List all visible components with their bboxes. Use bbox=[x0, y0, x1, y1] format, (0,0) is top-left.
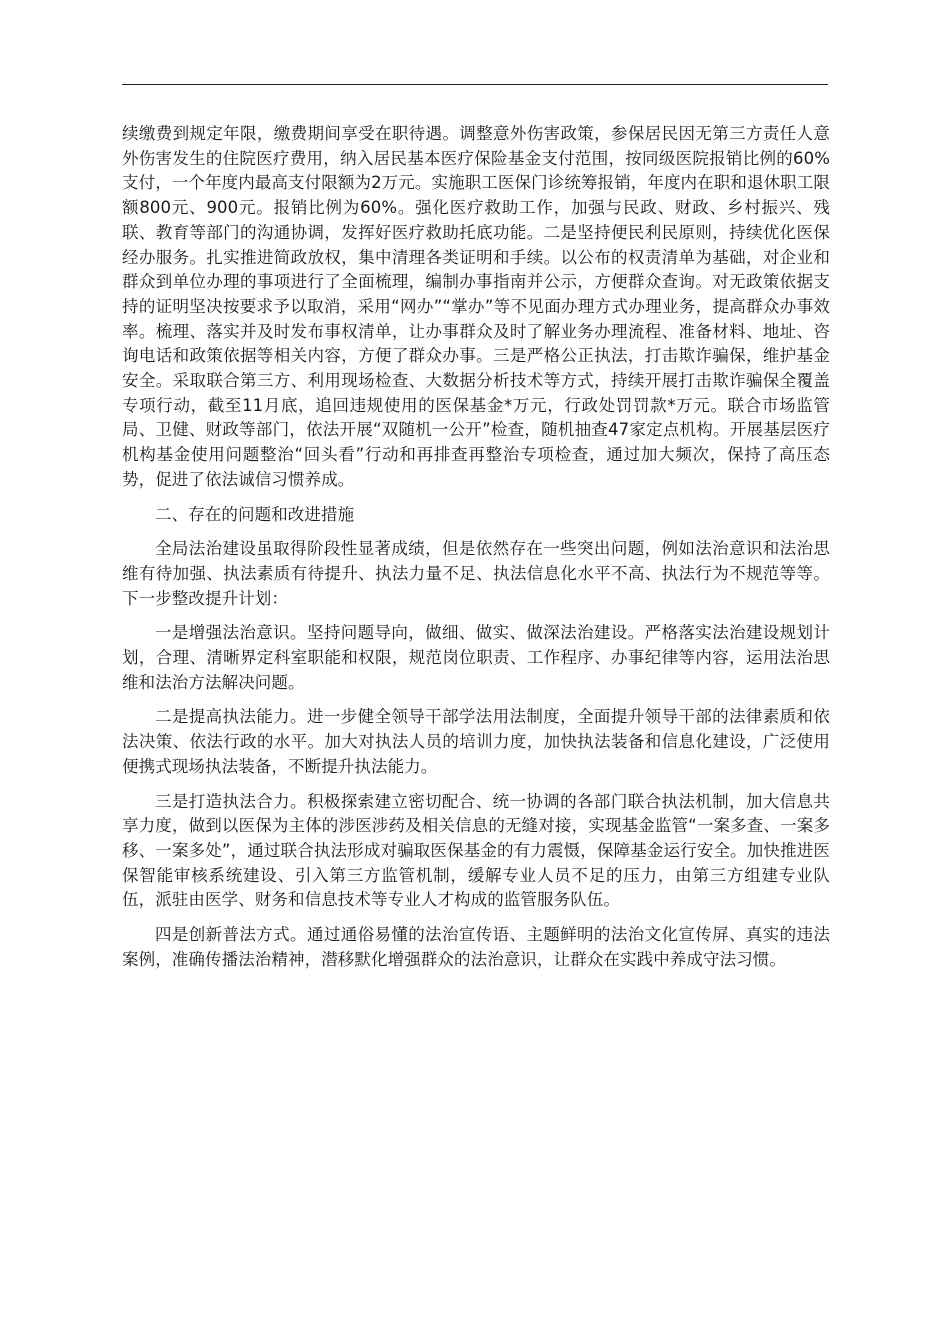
paragraph-measure-2: 二是提高执法能力。进一步健全领导干部学法用法制度，全面提升领导干部的法律素质和依法决策、依法行政的水平。加大对执法人员的培训力度，加快执法装备和信息化建设，广泛使用便携式现场执法装备，不断提升执法能力。 bbox=[122, 707, 830, 776]
header-rule bbox=[122, 84, 828, 85]
paragraph-continuation: 续缴费到规定年限，缴费期间享受在职待遇。调整意外伤害政策，参保居民因无第三方责任人意外伤害发生的住院医疗费用，纳入居民基本医疗保险基金支付范围，按同级医院报销比例的60%支付，一个年度内最高支付限额为2万元。实施职工医保门诊统筹报销，年度内在职和退休职工限额800元、900元。报销比例为60%。强化医疗救助工作，加强与民政、财政、乡村振兴、残联、教育等部门的沟通协调，发挥好医疗救助托底功能。二是坚持便民利民原则，持续优化医保经办服务。扎实推进简政放权，集中清理各类证明和手续。以公布的权责清单为基础，对企业和群众到单位办理的事项进行了全面梳理，编制办事指南并公示，方便群众查询。对无政策依据支持的证明坚决按要求予以取消，采用“网办”“掌办”等不见面办理方式办理业务，提高群众办事效率。梳理、落实并及时发布事权清单，让办事群众及时了解业务办理流程、准备材料、地址、咨询电话和政策依据等相关内容，方便了群众办事。三是严格公正执法，打击欺诈骗保，维护基金安全。采取联合第三方、利用现场检查、大数据分析技术等方式，持续开展打击欺诈骗保全覆盖专项行动，截至11月底，追回违规使用的医保基金*万元，行政处罚罚款*万元。联合市场监管局、卫健、财政等部门，依法开展“双随机一公开”检查，随机抽查47家定点机构。开展基层医疗机构基金使用问题整治“回头看”行动和再排查再整治专项检查，通过加大频次，保持了高压态势，促进了依法诚信习惯养成。 bbox=[122, 124, 830, 489]
paragraph-problems: 全局法治建设虽取得阶段性显著成绩，但是依然存在一些突出问题，例如法治意识和法治思维有待加强、执法素质有待提升、执法力量不足、执法信息化水平不高、执法行为不规范等等。下一步整改提升计划： bbox=[122, 539, 830, 608]
paragraph-measure-4: 四是创新普法方式。通过通俗易懂的法治宣传语、主题鲜明的法治文化宣传屏、真实的违法案例，准确传播法治精神，潜移默化增强群众的法治意识，让群众在实践中养成守法习惯。 bbox=[122, 925, 830, 969]
section-heading: 二、存在的问题和改进措施 bbox=[155, 504, 355, 524]
document-body bbox=[122, 122, 830, 973]
paragraph-measure-3: 三是打造执法合力。积极探索建立密切配合、统一协调的各部门联合执法机制，加大信息共享力度，做到以医保为主体的涉医涉药及相关信息的无缝对接，实现基金监管“一案多查、一案多移、一案多处”，通过联合执法形成对骗取医保基金的有力震慑，保障基金运行安全。加快推进医保智能审核系统建设、引入第三方监管机制，缓解专业人员不足的压力，由第三方组建专业队伍，派驻由医学、财务和信息技术等专业人才构成的监管服务队伍。 bbox=[122, 791, 830, 910]
paragraph-measure-1: 一是增强法治意识。坚持问题导向，做细、做实、做深法治建设。严格落实法治建设规划计划，合理、清晰界定科室职能和权限，规范岗位职责、工作程序、办事纪律等内容，运用法治思维和法治方法解决问题。 bbox=[122, 623, 830, 692]
